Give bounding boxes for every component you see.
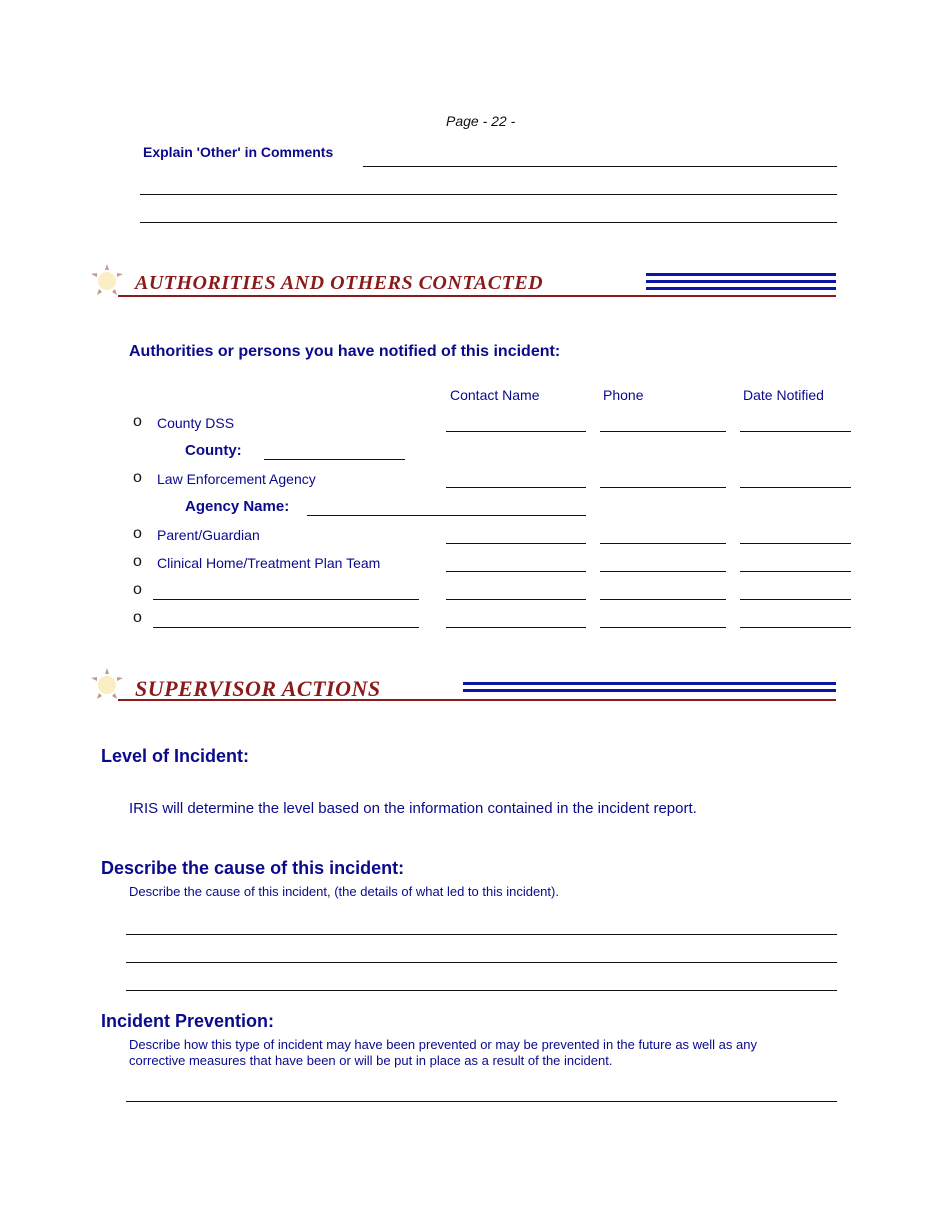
- cause-heading: Describe the cause of this incident:: [101, 858, 405, 878]
- row-label-parent-guardian: Parent/Guardian: [157, 527, 260, 543]
- other-1-date-field[interactable]: [740, 599, 851, 600]
- level-of-incident-heading: Level of Incident:: [101, 746, 250, 766]
- supervisor-banner-bar-2: [463, 689, 836, 692]
- other-1-contact-field[interactable]: [446, 599, 586, 600]
- clinical-home-contact-field[interactable]: [446, 571, 586, 572]
- cause-line-2[interactable]: [126, 962, 837, 963]
- county-dss-contact-field[interactable]: [446, 431, 586, 432]
- supervisor-banner-rule: [118, 699, 836, 701]
- authorities-banner-rule: [118, 295, 836, 297]
- row-label-clinical-home: Clinical Home/Treatment Plan Team: [157, 555, 381, 571]
- row-label-county-dss: County DSS: [157, 415, 235, 431]
- cause-instructions: Describe the cause of this incident, (the details of what led to this incident).: [129, 884, 559, 899]
- supervisor-banner-title: SUPERVISOR ACTIONS: [135, 676, 381, 701]
- explain-other-label: Explain 'Other' in Comments: [143, 144, 334, 160]
- authorities-banner-title: AUTHORITIES AND OTHERS CONTACTED: [135, 272, 544, 294]
- explain-other-line-1[interactable]: [363, 166, 837, 167]
- other-2-name-field[interactable]: [153, 627, 419, 628]
- column-header-date-notified: Date Notified: [743, 387, 824, 403]
- authorities-banner-bar-2: [646, 280, 836, 283]
- agency-name-field[interactable]: [307, 515, 586, 516]
- county-field[interactable]: [264, 459, 405, 460]
- explain-other-line-2[interactable]: [140, 194, 837, 195]
- law-enforcement-phone-field[interactable]: [600, 487, 726, 488]
- other-1-phone-field[interactable]: [600, 599, 726, 600]
- parent-guardian-contact-field[interactable]: [446, 543, 586, 544]
- authorities-banner-bar-1: [646, 273, 836, 276]
- prevention-instructions-line-2: corrective measures that have been or will be put in place as a result of the incident.: [129, 1053, 613, 1068]
- agency-name-label: Agency Name:: [185, 498, 290, 515]
- county-dss-date-field[interactable]: [740, 431, 851, 432]
- county-label: County:: [185, 442, 242, 459]
- prevention-heading: Incident Prevention:: [101, 1011, 275, 1031]
- bullet: o: [133, 413, 142, 430]
- authorities-banner-bar-3: [646, 287, 836, 290]
- page-number: Page - 22 -: [446, 113, 516, 129]
- column-header-phone: Phone: [603, 387, 644, 403]
- parent-guardian-phone-field[interactable]: [600, 543, 726, 544]
- prevention-line-1[interactable]: [126, 1101, 837, 1102]
- prevention-instructions-line-1: Describe how this type of incident may have been prevented or may be prevented in the future as well as any: [129, 1037, 757, 1052]
- explain-other-line-3[interactable]: [140, 222, 837, 223]
- parent-guardian-date-field[interactable]: [740, 543, 851, 544]
- law-enforcement-date-field[interactable]: [740, 487, 851, 488]
- bullet: o: [133, 553, 142, 570]
- other-1-name-field[interactable]: [153, 599, 419, 600]
- column-header-contact-name: Contact Name: [450, 387, 540, 403]
- other-2-phone-field[interactable]: [600, 627, 726, 628]
- bullet: o: [133, 609, 142, 626]
- other-2-date-field[interactable]: [740, 627, 851, 628]
- law-enforcement-contact-field[interactable]: [446, 487, 586, 488]
- other-2-contact-field[interactable]: [446, 627, 586, 628]
- clinical-home-date-field[interactable]: [740, 571, 851, 572]
- clinical-home-phone-field[interactable]: [600, 571, 726, 572]
- level-of-incident-text: IRIS will determine the level based on the information contained in the incident report.: [129, 800, 697, 817]
- bullet: o: [133, 581, 142, 598]
- supervisor-banner-bar-1: [463, 682, 836, 685]
- row-label-law-enforcement: Law Enforcement Agency: [157, 471, 316, 487]
- authorities-prompt: Authorities or persons you have notified of this incident:: [129, 343, 561, 360]
- county-dss-phone-field[interactable]: [600, 431, 726, 432]
- cause-line-1[interactable]: [126, 934, 837, 935]
- bullet: o: [133, 525, 142, 542]
- cause-line-3[interactable]: [126, 990, 837, 991]
- bullet: o: [133, 469, 142, 486]
